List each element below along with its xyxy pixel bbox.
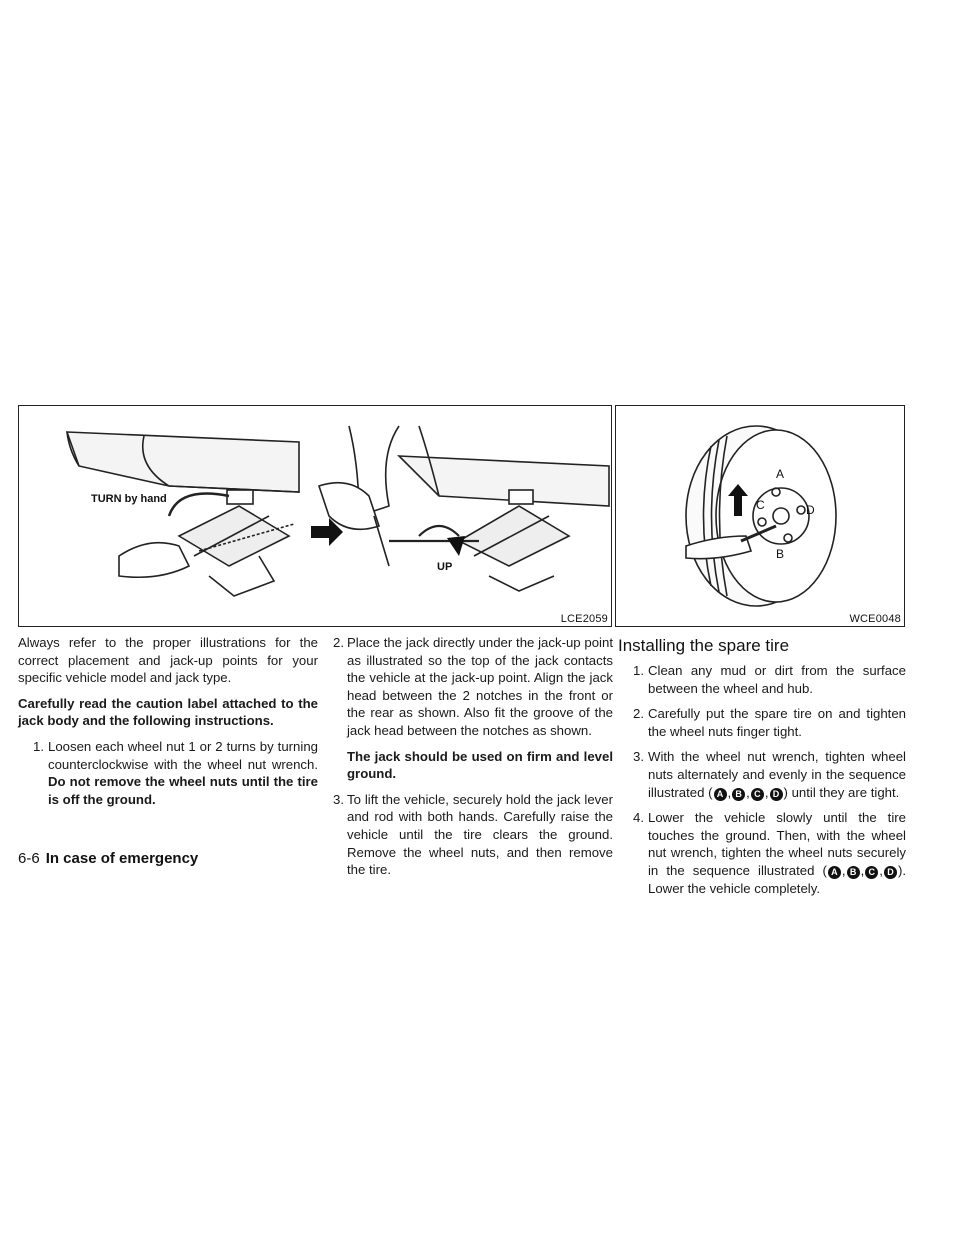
figure-code: LCE2059: [560, 613, 608, 625]
wheel-sequence-illustration: [615, 405, 905, 627]
column-middle: [333, 634, 613, 887]
step-number: 3.: [333, 791, 344, 807]
step-text: Loosen each wheel nut 1 or 2 turns by turning counterclockwise with the wheel nut wrench.: [48, 738, 318, 772]
point-c-label: C: [756, 498, 765, 512]
caution-paragraph: Carefully read the caution label attached to the jack body and the following instructions.: [18, 695, 318, 729]
wheel-drawing: [616, 406, 904, 626]
seq-separator: ,: [841, 862, 846, 878]
seq-d-badge: D: [884, 866, 897, 879]
seq-c-badge: C: [865, 866, 878, 879]
point-a-label: A: [776, 467, 785, 481]
seq-b-badge: B: [847, 866, 860, 879]
seq-separator: ,: [764, 784, 769, 800]
step-text: Place the jack directly under the jack-up point as illustrated so the top of the jack contacts the vehicle at the jack-up point. Align the jack head between the 2 notches in the front or the rear as shown. Also fit the groove of the jack head between the notches as shown.: [347, 635, 613, 738]
step-text: Carefully put the spare tire on and tighten the wheel nuts finger tight.: [648, 706, 906, 739]
seq-separator: ,: [879, 862, 883, 878]
column-left: [18, 634, 318, 816]
step-number: 1.: [33, 738, 44, 754]
step-item: [618, 748, 906, 801]
seq-a-badge: A: [714, 788, 727, 801]
step-text: Lower the vehicle slowly until the tire touches the ground. Then, with the wheel nut wrench, tighten the wheel nuts securely in the sequence illustrated (: [648, 810, 906, 878]
section-title: Installing the spare tire: [618, 636, 790, 655]
step-item: [18, 738, 318, 808]
step-text-end: ). Lower the vehicle completely.: [648, 862, 906, 896]
step-warning: The jack should be used on firm and level ground.: [347, 748, 613, 782]
page-number: 6-6: [18, 850, 40, 867]
step-text: With the wheel nut wrench, tighten wheel nuts alternately and evenly in the sequence illustrated (: [648, 749, 906, 800]
page-footer: [18, 850, 198, 867]
step-number: 1.: [633, 663, 644, 678]
jack-illustration: [18, 405, 612, 627]
seq-separator: ,: [860, 862, 865, 878]
seq-c-badge: C: [751, 788, 764, 801]
step-item: [618, 705, 906, 740]
step-warning: Do not remove the wheel nuts until the tire is off the ground.: [48, 774, 318, 807]
step-text-end: ) until they are tight.: [783, 784, 900, 800]
step-number: 2.: [633, 706, 644, 722]
step-text: Clean any mud or dirt from the surface between the wheel and hub.: [648, 663, 906, 696]
step-number: 3.: [633, 749, 644, 765]
step-item: [618, 809, 906, 897]
step-text: To lift the vehicle, securely hold the jack lever and rod with both hands. Carefully raise the vehicle until the tire clears the ground. Remove the wheel nuts, and then remove the tire.: [347, 791, 613, 878]
point-b-label: B: [776, 547, 785, 561]
step-number: 4.: [633, 810, 644, 826]
figure-code: WCE0048: [849, 613, 901, 625]
step-item: [333, 634, 613, 783]
up-label: UP: [437, 561, 453, 573]
section-name: In case of emergency: [45, 850, 199, 867]
column-right: [618, 634, 906, 905]
seq-separator: ,: [727, 784, 732, 800]
seq-b-badge: B: [732, 788, 745, 801]
step-item: [333, 791, 613, 879]
seq-a-badge: A: [828, 866, 841, 879]
point-d-label: D: [806, 503, 815, 517]
turn-by-hand-label: TURN by hand: [91, 493, 167, 505]
jack-drawing: [19, 406, 611, 626]
step-number: 2.: [333, 635, 344, 650]
step-item: [618, 662, 906, 697]
intro-paragraph: Always refer to the proper illustrations for the correct placement and jack-up points for your specific vehicle model and jack type.: [18, 635, 318, 686]
seq-separator: ,: [746, 784, 750, 800]
seq-d-badge: D: [770, 788, 783, 801]
